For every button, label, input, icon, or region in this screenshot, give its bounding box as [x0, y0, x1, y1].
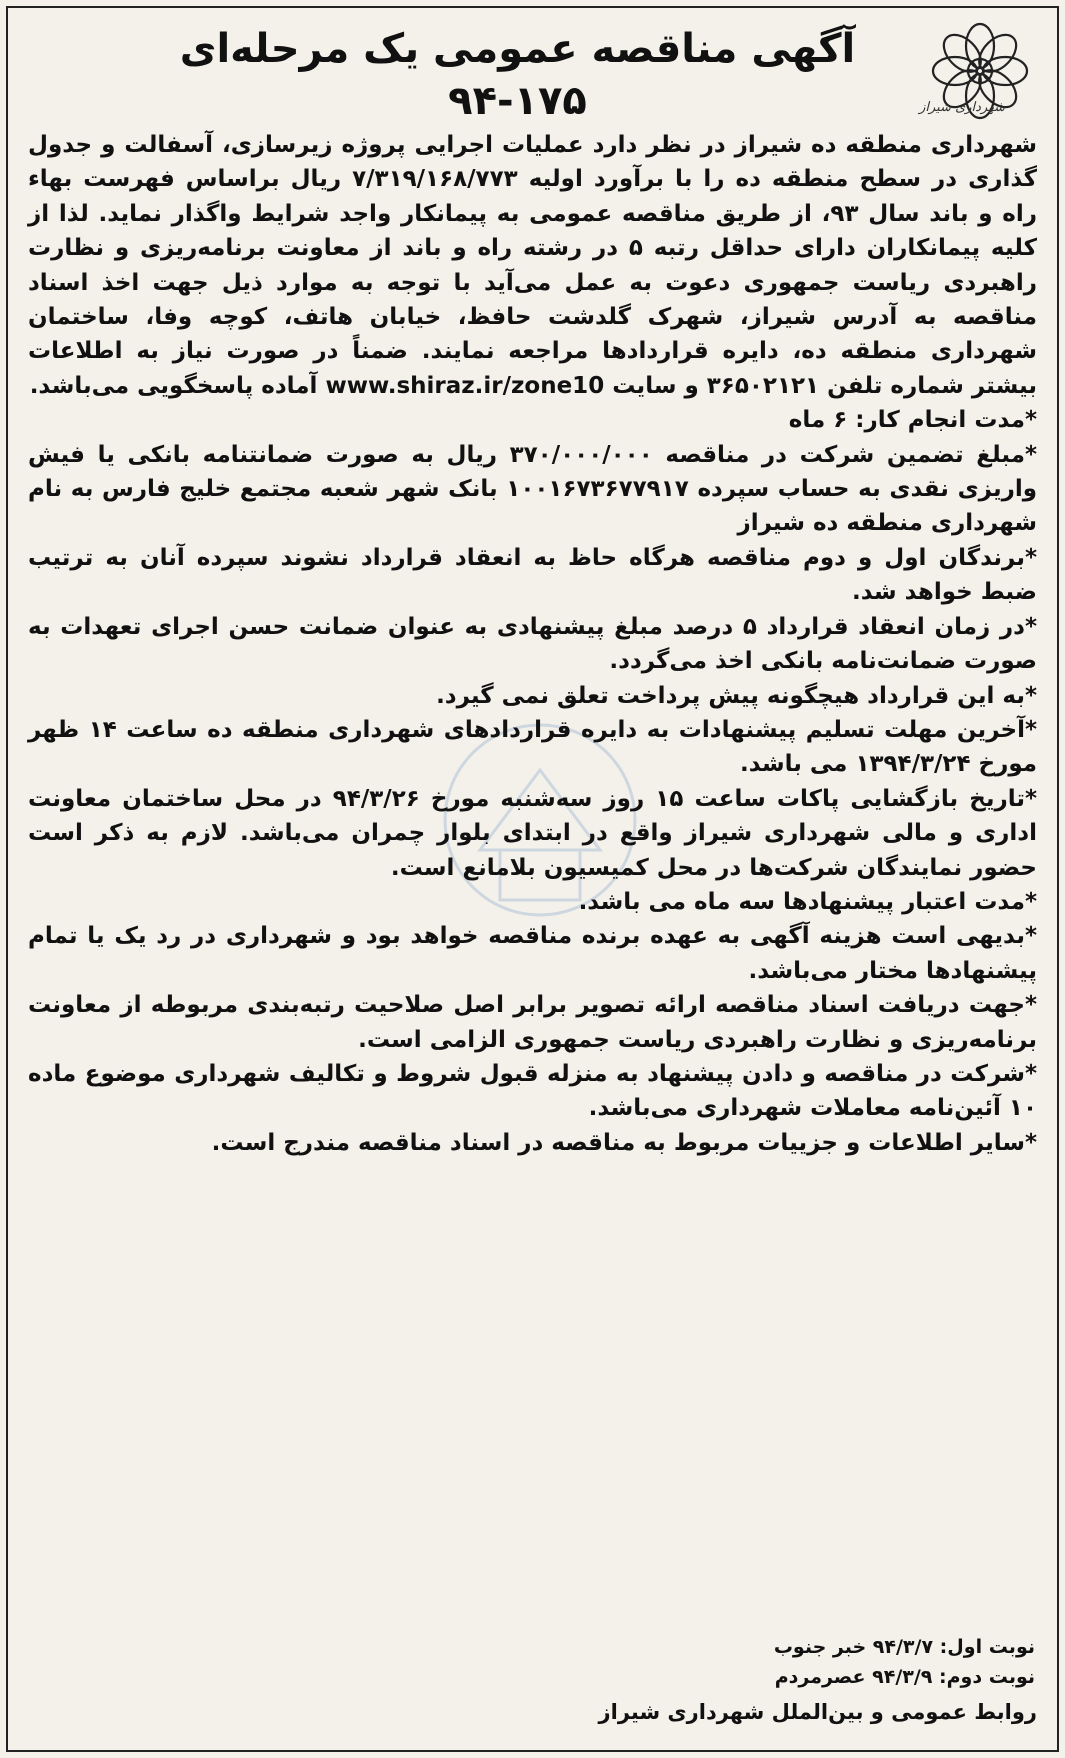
bullet-item: *برندگان اول و دوم مناقصه هرگاه حاظ به انعقاد قرارداد نشوند سپرده آنان به ترتیب ضبط خواهد شد. [28, 544, 1037, 606]
bullet-item: *مدت اعتبار پیشنهادها سه ماه می باشد. [578, 888, 1037, 915]
bullet-item: *تاریخ بازگشایی پاکات ساعت ۱۵ روز سه‌شنبه مورخ ۹۴/۳/۲۶ در محل ساختمان معاونت اداری و مالی شهرداری شیراز واقع در ابتدای بلوار چمران می‌باشد. لازم به ذکر است حضور نمایندگان شرکت‌ها در محل کمیسیون بلامانع است. [28, 785, 1038, 881]
logo-caption: شهرداری شیراز [919, 100, 1005, 115]
bullet-item: *سایر اطلاعات و جزییات مربوط به مناقصه در اسناد مناقصه مندرج است. [211, 1129, 1037, 1156]
bullet-item: *بدیهی است هزینه آگهی به عهده برنده مناقصه خواهد بود و شهرداری در رد یک یا تمام پیشنهادها مختار می‌باشد. [28, 923, 1037, 984]
notice-body [28, 128, 1037, 1160]
bullet-item: *آخرین مهلت تسلیم پیشنهادات به دایره قراردادهای شهرداری منطقه ده ساعت ۱۴ ظهر مورخ ۱۳۹۴/۳/۲۴ می باشد. [28, 716, 1037, 778]
bullet-item: *شرکت در مناقصه و دادن پیشنهاد به منزله قبول شروط و تکالیف شهرداری موضوع ماده ۱۰ آئین‌نامه معاملات شهرداری می‌باشد. [28, 1060, 1037, 1122]
bullet-item: *مدت انجام کار: ۶ ماه [788, 407, 1037, 434]
bullet-item: *در زمان انعقاد قرارداد ۵ درصد مبلغ پیشنهادی به عنوان ضمانت حسن اجرای تعهدات به صورت ضمانت‌نامه بانکی اخذ می‌گردد. [28, 613, 1037, 675]
tender-number: ۹۴-۱۷۵ [448, 78, 587, 124]
bullet-item: *جهت دریافت اسناد مناقصه ارائه تصویر برابر اصل صلاحیت رتبه‌بندی مربوطه از معاونت برنامه‌ریزی و نظارت راهبردی ریاست جمهوری الزامی است. [28, 992, 1037, 1053]
signature: روابط عمومی و بین‌الملل شهرداری شیراز [598, 1700, 1037, 1724]
bullet-item: *به این قرارداد هیچگونه پیش پرداخت تعلق نمی گیرد. [436, 682, 1037, 709]
publication-notes [30, 1632, 1035, 1692]
first-publication: نوبت اول: ۹۴/۳/۷ خبر جنوب [773, 1636, 1035, 1658]
second-publication: نوبت دوم: ۹۴/۳/۹ عصرمردم [774, 1666, 1035, 1688]
page-title: آگهی مناقصه عمومی یک مرحله‌ای [179, 26, 856, 72]
intro-paragraph: شهرداری منطقه ده شیراز در نظر دارد عملیات اجرایی پروژه زیرسازی، آسفالت و جدول گذاری در سطح منطقه ده را با برآورد اولیه ۷/۳۱۹/۱۶۸/۷۷۳ ریال براساس فهرست بهاء راه و باند سال ۹۳، از طریق مناقصه عمومی به پیمانکار واجد شرایط واگذار نماید. لذا از کلیه پیمانکاران دارای حداقل رتبه ۵ در رشته راه و باند از معاونت برنامه‌ریزی و نظارت راهبردی ریاست جمهوری دعوت به عمل می‌آید با توجه به موارد ذیل جهت اخذ اسناد مناقصه به آدرس شیراز، شهرک گلدشت حافظ، خیابان هاتف، کوچه وفا، ساختمان شهرداری منطقه ده، دایره قراردادها مراجعه نمایند. ضمناً در صورت نیاز به اطلاعات بیشتر شماره تلفن ۳۶۵۰۲۱۲۱ و سایت www.shiraz.ir/zone10 آماده پاسخگویی می‌باشد. [28, 132, 1038, 399]
bullet-item: *مبلغ تضمین شرکت در مناقصه ۳۷۰/۰۰۰/۰۰۰ ریال به صورت ضمانتنامه بانکی یا فیش واریزی نقدی به حساب سپرده ۱۰۰۱۶۷۳۶۷۷۹۱۷ بانک شهر شعبه مجتمع خلیج فارس به نام شهرداری منطقه ده شیراز [28, 441, 1038, 537]
